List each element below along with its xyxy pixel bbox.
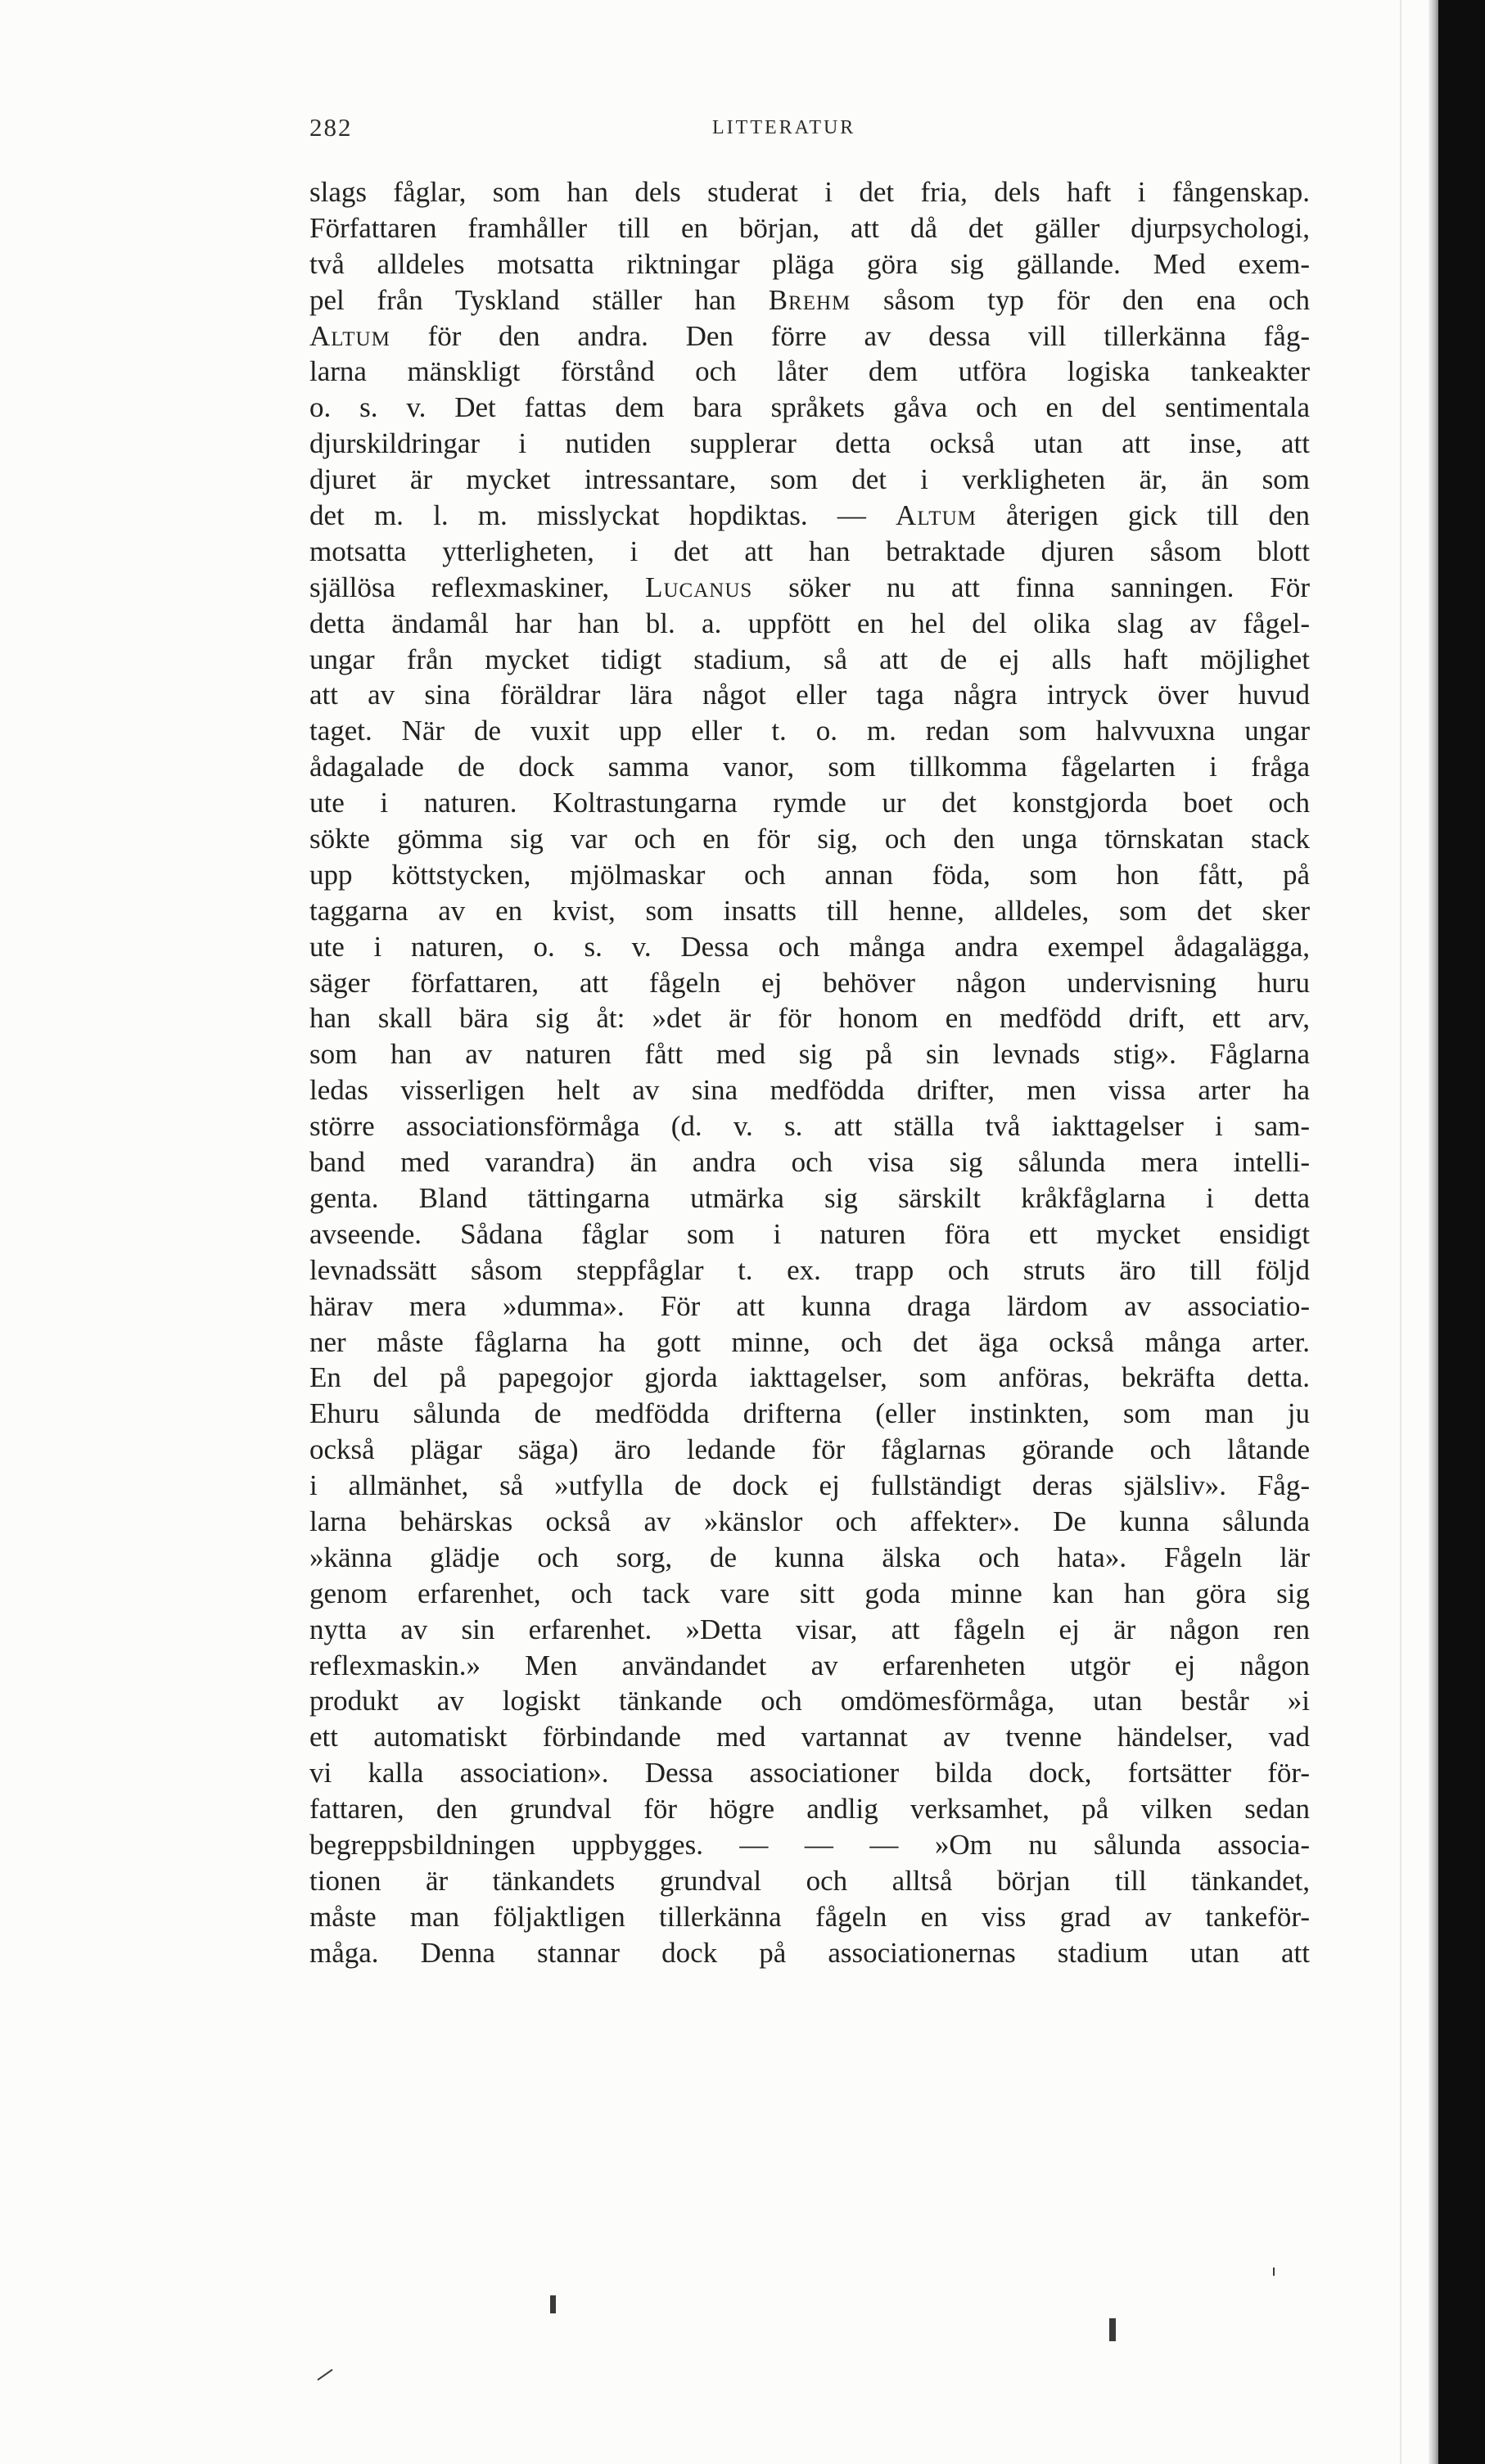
text-line: slags fåglar, som han dels studerat i det fria, dels haft i fångenskap. bbox=[309, 176, 1310, 208]
text-line: djuret är mycket intressantare, som det i verkligheten är, än som bbox=[309, 463, 1310, 496]
page-margin-line bbox=[1400, 0, 1401, 2464]
text-line: motsatta ytterligheten, i det att han betraktade djuren såsom blott bbox=[309, 535, 1310, 567]
text-line: två alldeles motsatta riktningar pläga göra sig gällande. Med exem- bbox=[309, 247, 1310, 280]
text-line: begreppsbildningen uppbygges. — — — »Om nu sålunda associa- bbox=[309, 1828, 1310, 1861]
text-line: större associationsförmåga (d. v. s. att ställa två iakttagelser i sam- bbox=[309, 1110, 1310, 1143]
scan-speck bbox=[550, 2295, 556, 2313]
text-line: genom erfarenhet, och tack vare sitt goda minne kan han göra sig bbox=[309, 1577, 1310, 1609]
text-line: det m. l. m. misslyckat hopdiktas. — Altum återigen gick till den bbox=[309, 499, 1310, 532]
text-line: pel från Tyskland ställer han Brehm såsom typ för den ena och bbox=[309, 283, 1310, 316]
body-text bbox=[309, 174, 1310, 1971]
text-line: taggarna av en kvist, som insatts till henne, alldeles, som det sker bbox=[309, 894, 1310, 927]
text-line: ett automatiskt förbindande med vartannat av tvenne händelser, vad bbox=[309, 1721, 1310, 1753]
text-line: säger författaren, att fågeln ej behöver någon undervisning huru bbox=[309, 966, 1310, 999]
text-line: o. s. v. Det fattas dem bara språkets gåva och en del sentimentala bbox=[309, 391, 1310, 424]
scan-speck bbox=[1273, 2268, 1275, 2276]
text-line: ungar från mycket tidigt stadium, så att de ej alls haft möjlighet bbox=[309, 643, 1310, 675]
text-line: levnadssätt såsom steppfåglar t. ex. trapp och struts äro till följd bbox=[309, 1253, 1310, 1286]
text-line: produkt av logiskt tänkande och omdömesförmåga, utan består »i bbox=[309, 1685, 1310, 1717]
text-line: avseende. Sådana fåglar som i naturen föra ett mycket ensidigt bbox=[309, 1217, 1310, 1250]
text-line: att av sina föräldrar lära något eller taga några intryck över huvud bbox=[309, 679, 1310, 711]
text-line: måga. Denna stannar dock på associationernas stadium utan att bbox=[309, 1936, 1310, 1969]
text-line: ner måste fåglarna ha gott minne, och det äga också många arter. bbox=[309, 1325, 1310, 1358]
text-line: som han av naturen fått med sig på sin levnads stig». Fåglarna bbox=[309, 1038, 1310, 1071]
binding-edge bbox=[1438, 0, 1485, 2464]
text-line: larna mänskligt förstånd och låter dem utföra logiska tankeakter bbox=[309, 355, 1310, 388]
running-title: LITTERATUR bbox=[712, 117, 856, 138]
text-line: larna behärskas också av »känslor och affekter». De kunna sålunda bbox=[309, 1505, 1310, 1537]
text-line: måste man följaktligen tillerkänna fågeln en viss grad av tankeför- bbox=[309, 1900, 1310, 1933]
author-name: Altum bbox=[309, 319, 390, 352]
text-line: själlösa reflexmaskiner, Lucanus söker nu att finna sanningen. För bbox=[309, 571, 1310, 603]
text-line: sökte gömma sig var och en för sig, och den unga törnskatan stack bbox=[309, 823, 1310, 855]
text-line: Ehuru sålunda de medfödda drifterna (eller instinkten, som man ju bbox=[309, 1397, 1310, 1430]
scan-speck bbox=[1109, 2318, 1116, 2341]
text-line: ute i naturen. Koltrastungarna rymde ur det konstgjorda boet och bbox=[309, 787, 1310, 819]
text-line: djurskildringar i nutiden supplerar detta också utan att inse, att bbox=[309, 427, 1310, 460]
author-name: Brehm bbox=[768, 283, 851, 316]
text-line: taget. När de vuxit upp eller t. o. m. redan som halvvuxna ungar bbox=[309, 715, 1310, 747]
text-line: nytta av sin erfarenhet. »Detta visar, att fågeln ej är någon ren bbox=[309, 1613, 1310, 1645]
scan-speck bbox=[317, 2369, 332, 2381]
text-line: upp köttstycken, mjölmaskar och annan föda, som hon fått, på bbox=[309, 858, 1310, 891]
text-line: också plägar säga) äro ledande för fåglarnas görande och låtande bbox=[309, 1433, 1310, 1466]
text-line: ute i naturen, o. s. v. Dessa och många andra exempel ådagalägga, bbox=[309, 930, 1310, 963]
text-line: Författaren framhåller till en början, att då det gäller djurpsychologi, bbox=[309, 211, 1310, 244]
text-line: ådagalade de dock samma vanor, som tillkomma fågelarten i fråga bbox=[309, 751, 1310, 783]
text-line: han skall bära sig åt: »det är för honom en medfödd drift, ett arv, bbox=[309, 1002, 1310, 1035]
text-line: band med varandra) än andra och visa sig sålunda mera intelli- bbox=[309, 1146, 1310, 1179]
text-line: härav mera »dumma». För att kunna draga lärdom av associatio- bbox=[309, 1289, 1310, 1322]
text-line: En del på papegojor gjorda iakttagelser, som anföras, bekräfta detta. bbox=[309, 1361, 1310, 1394]
text-line: genta. Bland tättingarna utmärka sig särskilt kråkfåglarna i detta bbox=[309, 1181, 1310, 1214]
text-line: »känna glädje och sorg, de kunna älska och hata». Fågeln lär bbox=[309, 1541, 1310, 1573]
text-line: Altum för den andra. Den förre av dessa vill tillerkänna fåg- bbox=[309, 319, 1310, 352]
text-line: fattaren, den grundval för högre andlig verksamhet, på vilken sedan bbox=[309, 1793, 1310, 1825]
running-head bbox=[309, 113, 1310, 146]
text-line: tionen är tänkandets grundval och alltså början till tänkandet, bbox=[309, 1864, 1310, 1897]
text-line: reflexmaskin.» Men användandet av erfarenheten utgör ej någon bbox=[309, 1649, 1310, 1681]
text-line: i allmänhet, så »utfylla de dock ej fullständigt deras själsliv». Fåg- bbox=[309, 1469, 1310, 1502]
text-line: ledas visserligen helt av sina medfödda drifter, men vissa arter ha bbox=[309, 1074, 1310, 1107]
text-line: vi kalla association». Dessa associationer bilda dock, fortsätter för- bbox=[309, 1757, 1310, 1789]
text-line: detta ändamål har han bl. a. uppfött en hel del olika slag av fågel- bbox=[309, 607, 1310, 639]
author-name: Lucanus bbox=[645, 571, 753, 603]
author-name: Altum bbox=[896, 499, 977, 532]
page-number: 282 bbox=[309, 113, 353, 142]
